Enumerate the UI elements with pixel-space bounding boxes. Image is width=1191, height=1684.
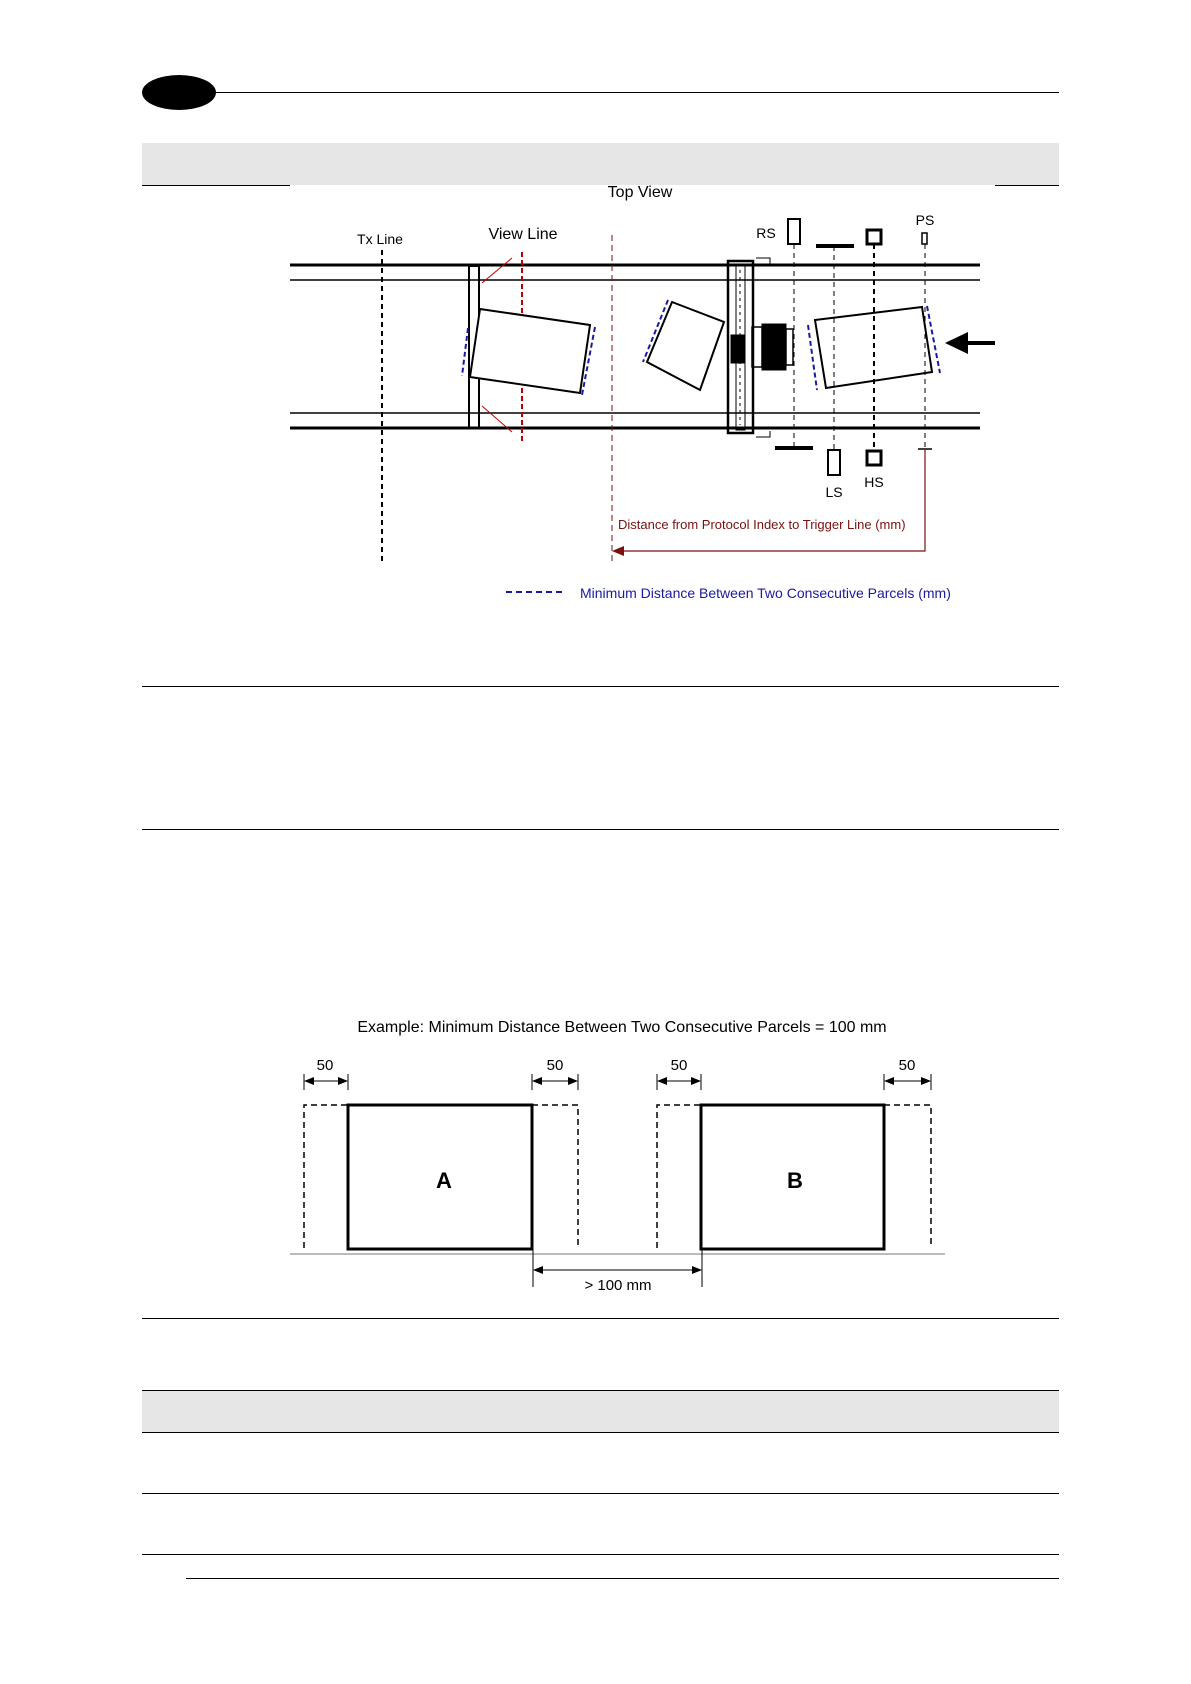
margin-label-2: 50 [546,1057,564,1074]
parcel-b-label: B [787,1168,803,1193]
parcel-middle [643,300,724,390]
section-rule-2 [142,829,1059,830]
footer-rule [186,1578,1059,1579]
table-rule-6 [142,1493,1059,1494]
gap-label: > 100 mm [584,1277,652,1294]
direction-arrow-icon [945,332,995,354]
table-rule-7 [142,1554,1059,1555]
table-rule-4 [142,1390,1059,1391]
top-view-title: Top View [607,184,673,201]
margin-label-4: 50 [898,1057,916,1074]
tx-line-label: Tx Line [357,231,403,247]
example-diagram [0,1000,1191,1300]
ls-label: LS [825,484,843,500]
section-rule-1 [142,686,1059,687]
legend-label: Minimum Distance Between Two Consecutive Parcels (mm) [580,585,951,601]
table-header-band-2 [142,1390,1059,1432]
hs-label: HS [864,474,884,490]
margin-dimensions [304,1074,931,1090]
parcel-a-label: A [436,1168,452,1193]
table-rule-5 [142,1432,1059,1433]
margin-label-1: 50 [316,1057,334,1074]
ps-label: PS [915,212,935,228]
view-line-label: View Line [488,226,558,243]
section-rule-3 [142,1318,1059,1319]
rs-label: RS [756,225,776,241]
margin-label-3: 50 [670,1057,688,1074]
top-view-diagram [0,0,1191,620]
parcel-left [462,309,595,395]
example-title: Example: Minimum Distance Between Two Consecutive Parcels = 100 mm [357,1019,887,1036]
distance-label: Distance from Protocol Index to Trigger Line (mm) [618,517,906,532]
scanner-frame [728,258,793,437]
